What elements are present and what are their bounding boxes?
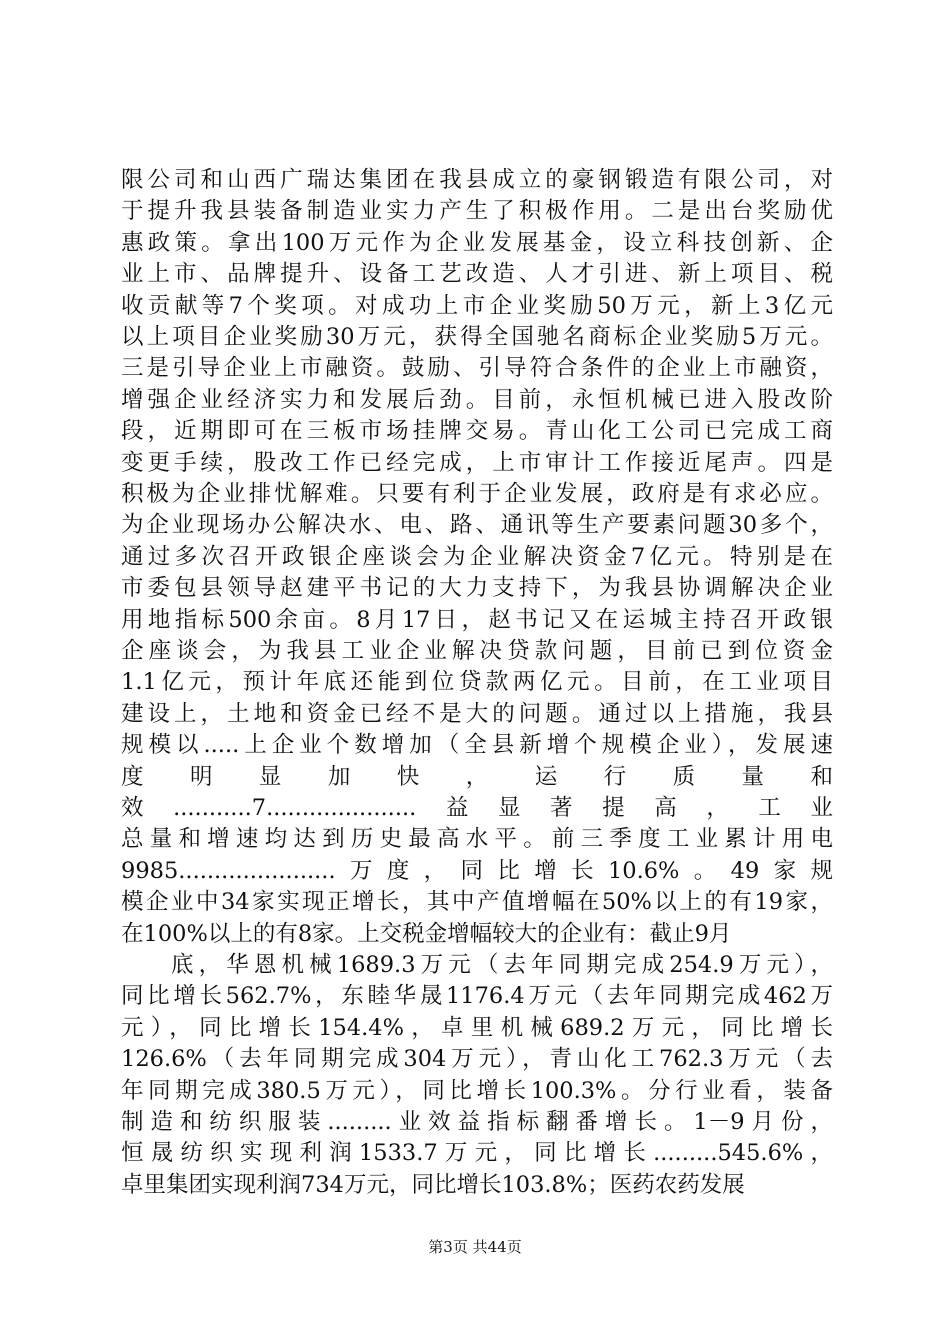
text-line: 增强企业经济实力和发展后劲。目前，永恒机械已进入股改阶 <box>121 386 833 413</box>
text-line: 业上市、品牌提升、设备工艺改造、人才引进、新上项目、税 <box>121 261 833 288</box>
text-line: 规模以.....上企业个数增加（全县新增个规模企业），发展速 <box>121 732 833 759</box>
text-line: 通过多次召开政银企座谈会为企业解决资金7亿元。特别是在 <box>121 543 833 570</box>
text-line: 1.1亿元，预计年底还能到位贷款两亿元。目前，在工业项目 <box>121 669 833 696</box>
text-line: 三是引导企业上市融资。鼓励、引导符合条件的企业上市融资， <box>121 355 833 382</box>
text-line: 效...........7.....................益显著提高，工业 <box>121 795 833 821</box>
page-footer: 第3页 共44页 <box>428 1238 522 1256</box>
text-line: 建设上，土地和资金已经不是大的问题。通过以上措施，我县 <box>121 700 833 727</box>
text-line: 变更手续，股改工作已经完成，上市审计工作接近尾声。四是 <box>121 449 833 476</box>
text-line: 积极为企业排忧解难。只要有利于企业发展，政府是有求必应。 <box>121 481 833 507</box>
text-line: 模企业中34家实现正增长，其中产值增幅在50%以上的有19家， <box>121 889 833 916</box>
text-line: 在100%以上的有8家。上交税金增幅较大的企业有：截止9月 <box>121 920 732 947</box>
text-line: 为企业现场办公解决水、电、路、通讯等生产要素问题30多个， <box>121 512 833 539</box>
text-line: 度 明 显 加 快 ， 运 行 质 量 和 <box>121 763 833 790</box>
text-line: 以上项目企业奖励30万元，获得全国驰名商标企业奖励5万元。 <box>121 324 833 350</box>
text-line: 126.6%（去年同期完成304万元），青山化工762.3万元（去 <box>121 1046 833 1073</box>
text-line: 制造和纺织服装.........业效益指标翻番增长。1－9月份， <box>121 1109 833 1135</box>
text-line: 用地指标500余亩。8月17日，赵书记又在运城主持召开政银 <box>121 606 833 633</box>
text-line: 惠政策。拿出100万元作为企业发展基金，设立科技创新、企 <box>121 229 833 256</box>
text-line: 于提升我县装备制造业实力产生了积极作用。二是出台奖励优 <box>121 198 833 225</box>
text-line: 年同期完成380.5万元），同比增长100.3%。分行业看，装备 <box>121 1077 833 1104</box>
text-line: 卓里集团实现利润734万元，同比增长103.8%；医药农药发展 <box>121 1171 745 1198</box>
text-line: 限公司和山西广瑞达集团在我县成立的豪钢锻造有限公司，对 <box>121 167 833 193</box>
text-line: 恒晟纺织实现利润1533.7万元，同比增长.........545.6%， <box>121 1140 833 1167</box>
text-line: 收贡献等7个奖项。对成功上市企业奖励50万元，新上3亿元 <box>121 292 833 319</box>
text-line: 元），同比增长154.4%，卓里机械689.2万元，同比增长 <box>121 1014 833 1041</box>
text-line: 市委包县领导赵建平书记的大力支持下，为我县协调解决企业 <box>121 575 833 602</box>
text-line: 同比增长562.7%，东睦华晟1176.4万元（去年同期完成462万 <box>121 983 833 1010</box>
text-line: 底，华恩机械1689.3万元（去年同期完成254.9万元）， <box>171 952 833 978</box>
text-line: 企座谈会，为我县工业企业解决贷款问题，目前已到位资金 <box>121 638 833 664</box>
text-line: 总量和增速均达到历史最高水平。前三季度工业累计用电 <box>121 826 833 853</box>
text-line: 段，近期即可在三板市场挂牌交易。青山化工公司已完成工商 <box>121 418 833 445</box>
text-line: 9985......................万度，同比增长10.6%。49家规 <box>121 857 833 884</box>
